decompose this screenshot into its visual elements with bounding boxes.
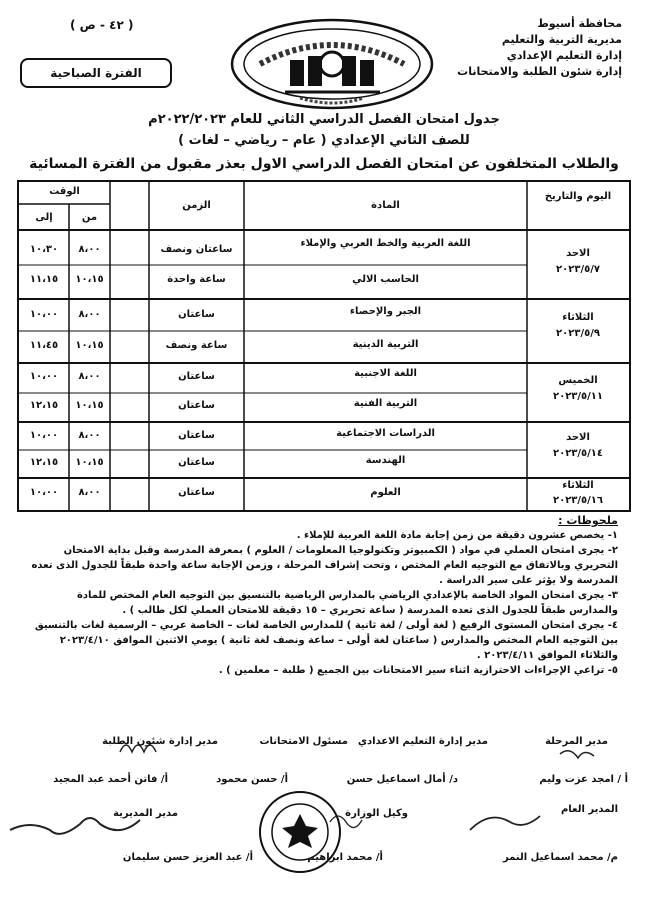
time-to: ١٠،٠٠: [29, 371, 59, 382]
duration: ساعتان: [178, 309, 215, 320]
duration: ساعتان: [178, 371, 215, 382]
subject: اللغة العربية والخط العربي والإملاء: [300, 238, 471, 249]
day-date: ٢٠٢٣/٥/١٤: [552, 448, 604, 459]
subject: العلوم: [370, 487, 401, 498]
time-to: ١٠،٠٠: [29, 487, 59, 498]
duration: ساعتان: [178, 487, 215, 498]
note-item: ١- يخصص عشرون دقيقة من زمن إجابة مادة اللغة العربية للإملاء .: [296, 530, 618, 541]
header-duration: الزمن: [182, 200, 211, 211]
time-to: ١٢،١٥: [29, 457, 59, 468]
sig-title-directorate-head: مدير المديرية: [113, 808, 178, 819]
header-from: من: [81, 212, 98, 223]
time-from: ٨،٠٠: [78, 244, 101, 255]
exam-title: جدول امتحان الفصل الدراسي الثاني للعام ٢٠٢٢/٢٠٢٣م: [148, 112, 500, 127]
day-name: الاحد: [566, 248, 590, 259]
duration: ساعتان ونصف: [160, 244, 233, 255]
sig-title-undersecretary: وكيل الوزارة: [345, 808, 408, 819]
time-from: ١٠،١٥: [75, 340, 104, 351]
subject: الحاسب الالي: [352, 274, 419, 285]
header-to: إلى: [35, 212, 53, 223]
sig-name-undersecretary: أ/ محمد ابراهيم: [307, 852, 383, 863]
sig-name-exams-officer: أ/ حسن محمود: [216, 774, 288, 785]
time-to: ١١،١٥: [29, 274, 59, 285]
department: إدارة التعليم الإعدادي: [506, 49, 622, 62]
note-item: ٤- يجرى امتحان المستوى الرفيع ( لغة أولى / لغة ثانية ) للمدارس الخاصة لغات – الخاصة عربي – الرسمية لغات بالتنسيق بين التوجيه العام المختص والمدارس ( ساعتان لغة أولى – ساعة ونصف لغة ثانية ) يومي الاثنين الموافق ٢٠٢٣/٤/١٠ والثلاثاء الموافق ٢٠٢٣/٤/١١ .: [34, 620, 618, 661]
directorate: مديرية التربية والتعليم: [501, 33, 622, 46]
subject: التربية الدينية: [352, 339, 419, 350]
header-day: اليوم والتاريخ: [544, 191, 612, 202]
sig-name-general-director: م/ محمد اسماعيل النمر: [502, 852, 618, 863]
sig-title-exams-officer: مسئول الامتحانات: [259, 736, 348, 747]
time-from: ١٠،١٥: [75, 274, 104, 285]
day-name: الخميس: [558, 375, 598, 386]
duration: ساعة واحدة: [167, 274, 226, 285]
subject: الدراسات الاجتماعية: [336, 428, 435, 439]
subject: التربية الفنية: [353, 398, 418, 409]
sig-title-affairs-director: مدير إدارة شئون الطلبة: [102, 736, 218, 747]
day-date: ٢٠٢٣/٥/١١: [552, 391, 604, 402]
subject: الهندسة: [365, 455, 406, 466]
time-to: ١١،٤٥: [29, 340, 59, 351]
governorate: محافظة أسيوط: [537, 17, 622, 30]
time-to: ١٠،٠٠: [29, 309, 59, 320]
sig-name-stage-manager: أ / امجد عزت وليم: [539, 774, 628, 785]
notes-title: ملحوظات :: [558, 514, 618, 527]
day-date: ٢٠٢٣/٥/١٦: [552, 495, 604, 506]
duration: ساعتان: [178, 457, 215, 468]
sig-title-prep-director: مدير إدارة التعليم الاعدادي: [357, 736, 488, 747]
sig-name-affairs-director: أ/ فاتن أحمد عبد المجيد: [53, 774, 168, 785]
day-name: الثلاثاء: [562, 312, 594, 323]
sig-title-stage-manager: مدير المرحلة: [545, 736, 608, 747]
header-subject: المادة: [371, 200, 400, 211]
duration: ساعة ونصف: [165, 340, 228, 351]
sig-name-prep-director: د/ أمال اسماعيل حسن: [346, 774, 458, 785]
subject: اللغة الاجنبية: [354, 368, 417, 379]
day-date: ٢٠٢٣/٥/٧: [556, 264, 600, 275]
affairs-department: إدارة شئون الطلبة والامتحانات: [457, 65, 622, 78]
duration: ساعتان: [178, 430, 215, 441]
day-name: الاحد: [566, 432, 590, 443]
sig-title-general-director: المدير العام: [560, 804, 618, 815]
time-to: ١٠،٣٠: [29, 244, 59, 255]
sig-name-directorate-head: أ/ عبد العزيز حسن سليمان: [122, 852, 253, 863]
official-seal-icon: [258, 790, 342, 874]
note-item: ٢- يجرى امتحان العملي في مواد ( الكمبيوتر وتكنولوجيا المعلومات / العلوم ) بمعرفة المدرسة وقبل بداية الامتحان التحريري وبالاتفاق مع التوجيه العام المختص ، وتحت إشراف المرحلة ، وزمن الإجابة ساعة واحدة طبقاً للجدول الذى تعده المدرسة ولا يؤثر على سير الدراسة .: [31, 545, 618, 586]
time-from: ٨،٠٠: [78, 309, 101, 320]
time-from: ٨،٠٠: [78, 487, 101, 498]
note-item: ٥- تراعي الإجراءات الاحترازية اثناء سير الامتحانات بين الجميع ( طلبة – معلمين ) .: [218, 665, 618, 676]
period-box: الفترة الصباحية: [20, 58, 172, 88]
note-item: ٣- يجرى امتحان المواد الخاصة بالإعدادي الرياضي بالمدارس الرياضية بالتنسيق بين التوجيه العام المختص للمادة والمدارس طبقاً للجدول الذى تعده المدرسة ( ساعة تحريري – ١٥ دقيقة للامتحان العملي لكل طالب ) .: [76, 590, 618, 616]
day-date: ٢٠٢٣/٥/٩: [556, 328, 600, 339]
time-from: ٨،٠٠: [78, 371, 101, 382]
time-from: ١٠،١٥: [75, 400, 104, 411]
subject: الجبر والإحصاء: [349, 306, 422, 317]
time-from: ٨،٠٠: [78, 430, 101, 441]
time-to: ١٢،١٥: [29, 400, 59, 411]
grade-title: للصف الثاني الإعدادي ( عام – رياضي – لغات ): [178, 133, 470, 148]
time-to: ١٠،٠٠: [29, 430, 59, 441]
header-time: الوقت: [49, 186, 80, 197]
duration: ساعتان: [178, 400, 215, 411]
doc-code: ( ٤٢ - ص ): [70, 18, 134, 32]
time-from: ١٠،١٥: [75, 457, 104, 468]
subtitle: والطلاب المتخلفون عن امتحان الفصل الدراسي الاول بعذر مقبول من الفترة المسائية: [29, 156, 619, 172]
day-name: الثلاثاء: [562, 480, 594, 491]
